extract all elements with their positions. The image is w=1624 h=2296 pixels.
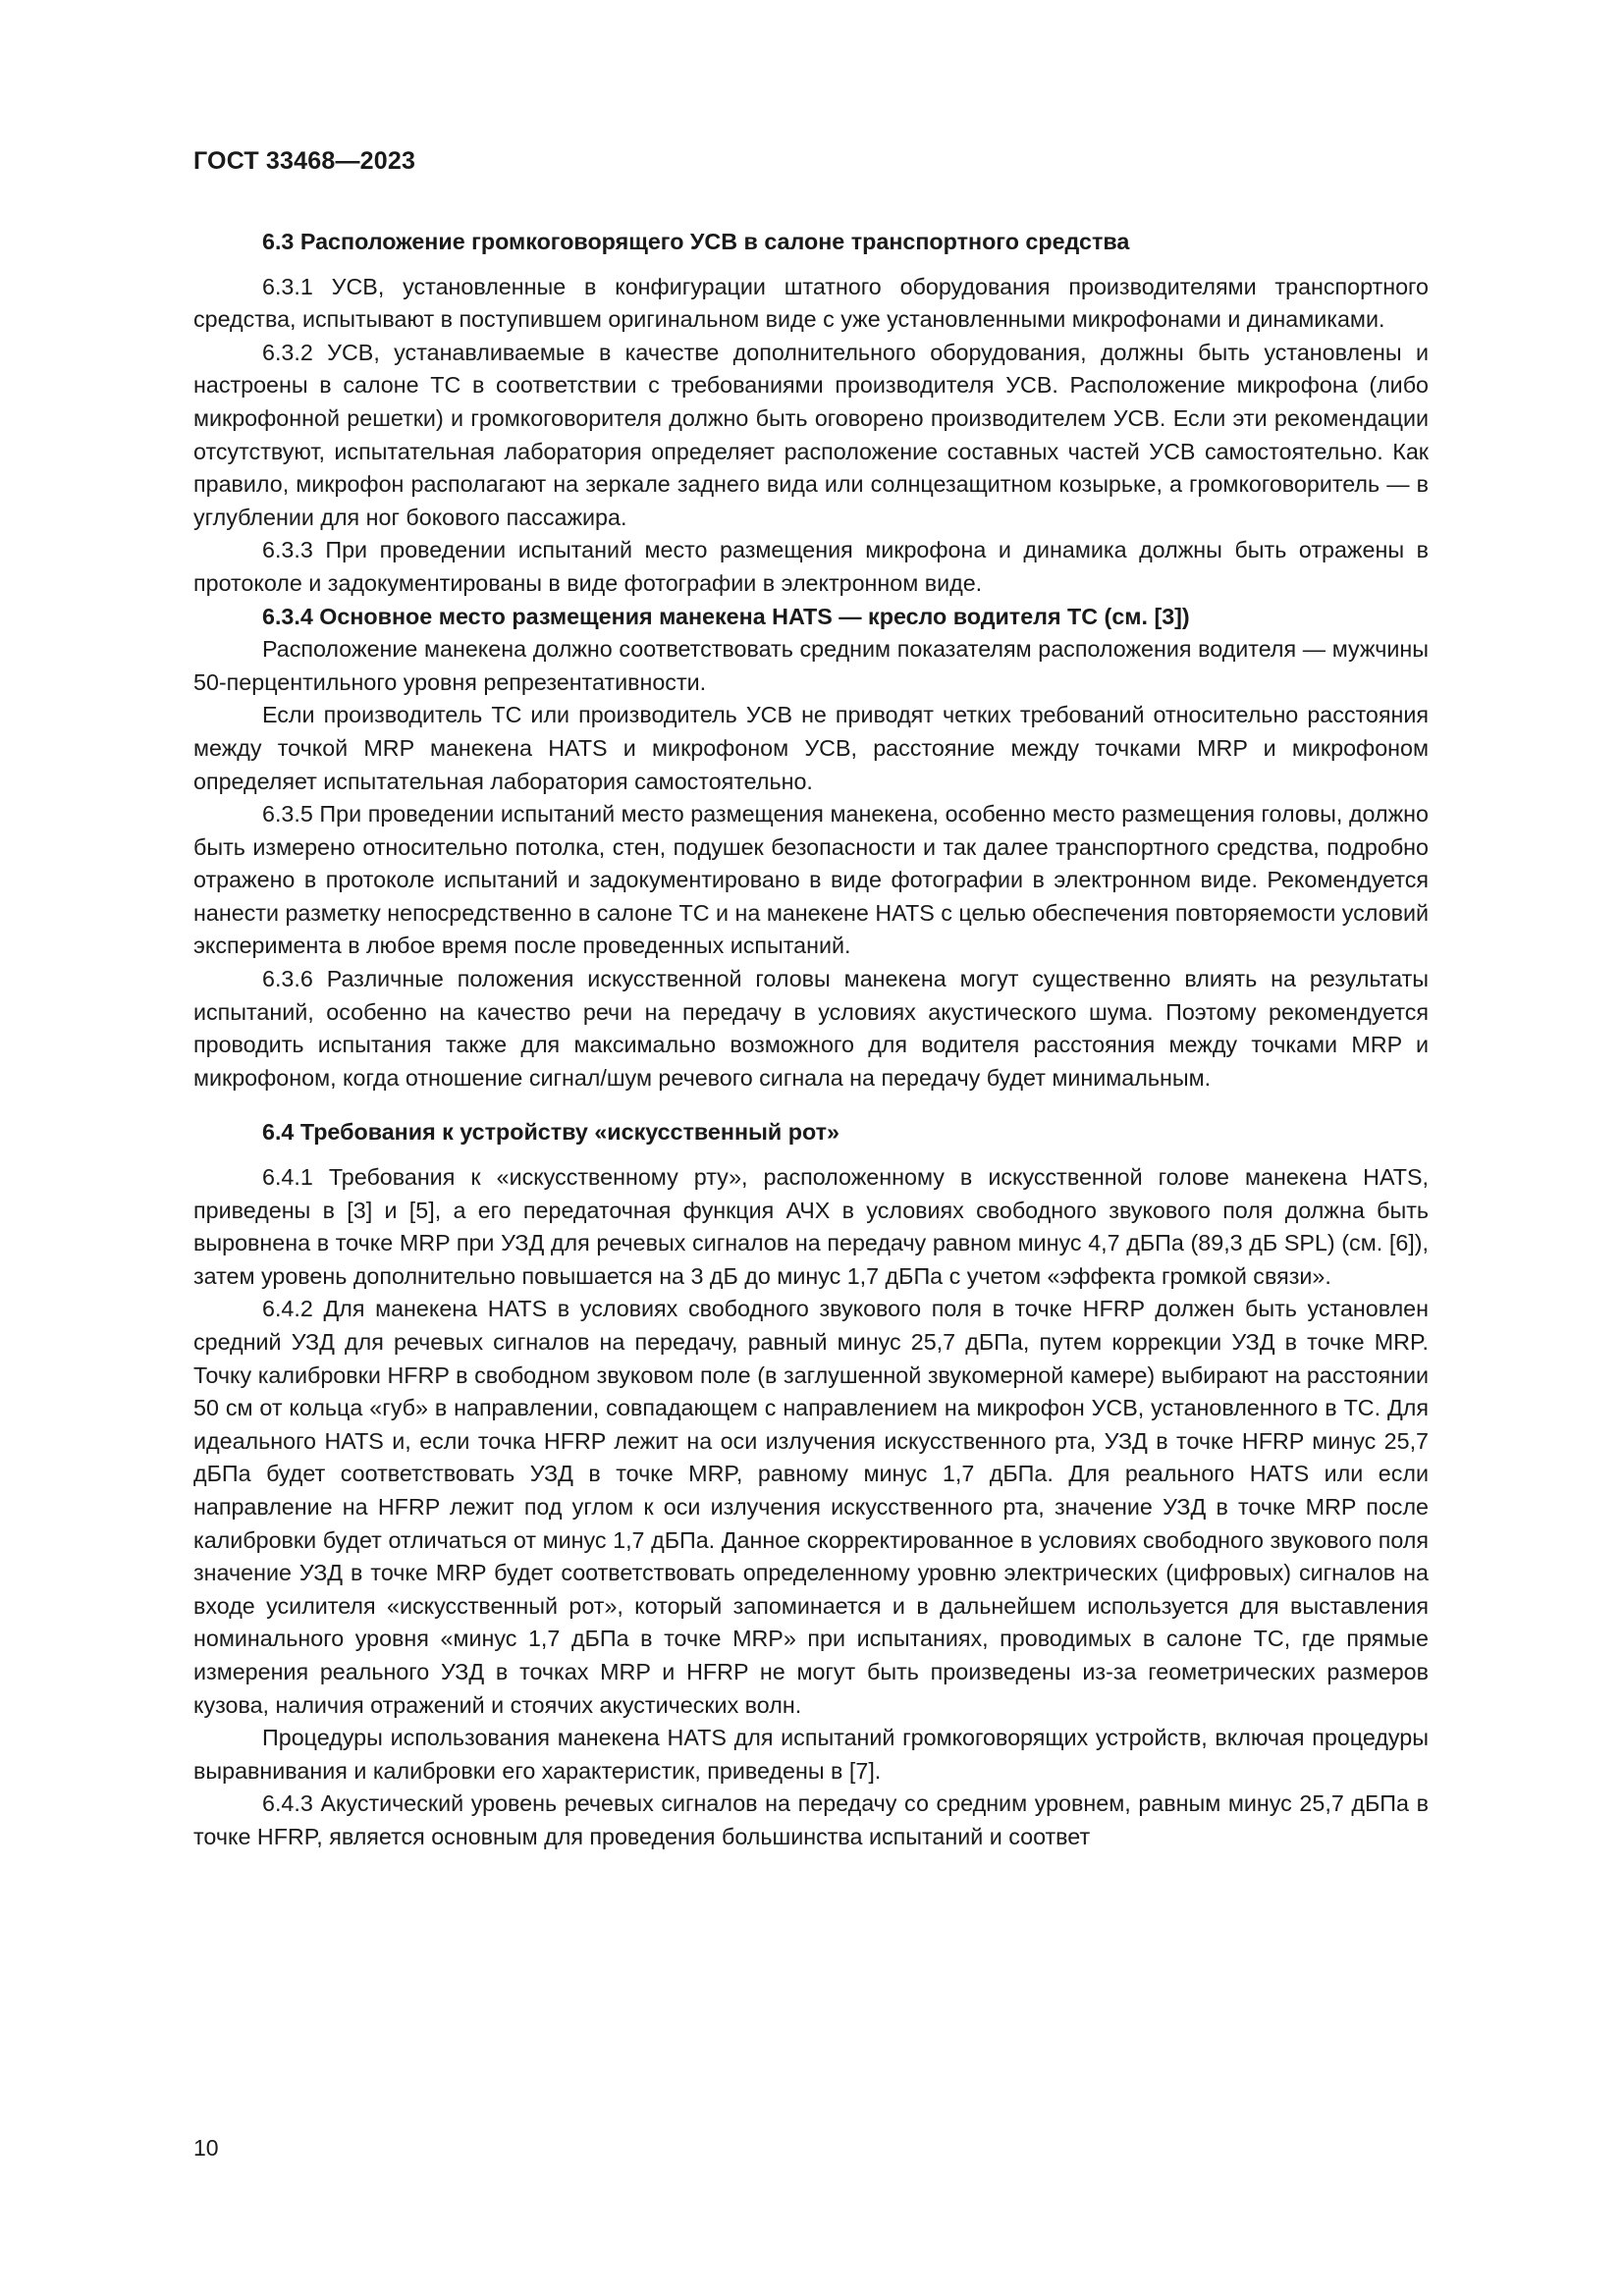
section-6-4-title: 6.4 Требования к устройству «искусственный рот» — [262, 1119, 839, 1146]
paragraph-6-4-2: 6.4.2 Для манекена HATS в условиях свободного звукового поля в точке HFRP должен быть установлен средний УЗД для речевых сигналов на передачу, равный минус 25,7 дБПа, путем коррекции УЗД в точке MRP. Точку калибровки HFRP в свободном звуковом поле (в заглушенной звукомерной камере) выбирают на расстоянии 50 см от кольца «губ» в направлении, совпадающем с направлением на микрофон УСВ, установленного в ТС. Для идеального HATS и, если точка HFRP лежит на оси излучения искусственного рта, УЗД в точке HFRP минус 25,7 дБПа будет соответствовать УЗД в точке MRP, равному минус 1,7 дБПа. Для реального HATS или если направление на HFRP лежит под углом к оси излучения искусственного рта, значение УЗД в точке MRP после калибровки будет отличаться от минус 1,7 дБПа. Данное скорректированное в условиях свободного звукового поля значение УЗД в точке MRP будет соответствовать определенному уровню электрических (цифровых) сигналов на входе усилителя «искусственный рот», который запоминается и в дальнейшем используется для выставления номинального уровня «минус 1,7 дБПа в точке MRP» при испытаниях, проводимых в салоне ТС, где прямые измерения реального УЗД в точках MRP и HFRP не могут быть произведены из-за геометрических размеров кузова, наличия отражений и стоячих акустических волн. — [193, 1296, 1429, 1718]
paragraph-6-3-3: 6.3.3 При проведении испытаний место размещения микрофона и динамика должны быть отражены в протоколе и задокументированы в виде фотографии в электронном виде. — [193, 537, 1429, 596]
paragraph-6-3-1: 6.3.1 УСВ, установленные в конфигурации штатного оборудования производителями транспортного средства, испытывают в поступившем оригинальном виде с уже установленными микрофонами и динамиками. — [193, 273, 1429, 333]
page-number: 10 — [193, 2135, 219, 2161]
paragraph-6-3-2: 6.3.2 УСВ, устанавливаемые в качестве дополнительного оборудования, должны быть установлены и настроены в салоне ТС в соответствии с требованиями производителя УСВ. Расположение микрофона (либо микрофонной решетки) и громкоговорителя должно быть оговорено производителем УСВ. Если эти рекомендации отсутствуют, испытательная лаборатория определяет расположение составных частей УСВ самостоятельно. Как правило, микрофон располагают на зеркале заднего вида или солнцезащитном козырьке, а громкоговоритель — в углублении для ног бокового пассажира. — [193, 339, 1429, 530]
paragraph-6-4-1: 6.4.1 Требования к «искусственному рту», расположенному в искусственной голове манекена HATS, приведены в [3] и [5], а его передаточная функция АЧХ в условиях свободного звукового поля должна быть выровнена в точке MRP при УЗД для речевых сигналов на передачу равном минус 4,7 дБПа (89,3 дБ SPL) (см. [6]), затем уровень дополнительно повышается на 3 дБ до минус 1,7 дБПа с учетом «эффекта громкой связи». — [193, 1164, 1429, 1289]
paragraph-6-4-2-b: Процедуры использования манекена HATS для испытаний громкоговорящих устройств, включая процедуры выравнивания и калибровки его характеристик, приведены в [7]. — [193, 1725, 1429, 1784]
paragraph-6-3-5: 6.3.5 При проведении испытаний место размещения манекена, особенно место размещения головы, должно быть измерено относительно потолка, стен, подушек безопасности и так далее транспортного средства, подробно отражено в протоколе испытаний и задокументировано в виде фотографии в электронном виде. Рекомендуется нанести разметку непосредственно в салоне ТС и на манекене HATS с целью обеспечения повторяемости условий эксперимента в любое время после проведенных испытаний. — [193, 801, 1429, 959]
paragraph-6-3-6: 6.3.6 Различные положения искусственной головы манекена могут существенно влиять на результаты испытаний, особенно на качество речи на передачу в условиях акустического шума. Поэтому рекомендуется проводить испытания также для максимально возможного для водителя расстояния между точками MRP и микрофоном, когда отношение сигнал/шум речевого сигнала на передачу будет минимальным. — [193, 966, 1429, 1091]
paragraph-6-4-3: 6.4.3 Акустический уровень речевых сигналов на передачу со средним уровнем, равным минус 25,7 дБПа в точке HFRP, является основным для проведения большинства испытаний и соответ — [193, 1790, 1429, 1849]
document-body — [193, 226, 1429, 1854]
section-6-3-title: 6.3 Расположение громкоговорящего УСВ в салоне транспортного средства — [262, 229, 1130, 254]
paragraph-6-3-4-b: Если производитель ТС или производитель УСВ не приводят четких требований относительно расстояния между точкой MRP манекена HATS и микрофоном УСВ, расстояние между точками MRP и микрофоном определяет испытательная лаборатория самостоятельно. — [193, 702, 1429, 794]
document-code-header: ГОСТ 33468—2023 — [193, 147, 416, 175]
subsection-6-3-4-title: 6.3.4 Основное место размещения манекена HATS — кресло водителя ТС (см. [3]) — [262, 603, 1190, 629]
paragraph-6-3-4-a: Расположение манекена должно соответствовать средним показателям расположения водителя — мужчины 50-перцентильного уровня репрезентативности. — [193, 636, 1429, 695]
